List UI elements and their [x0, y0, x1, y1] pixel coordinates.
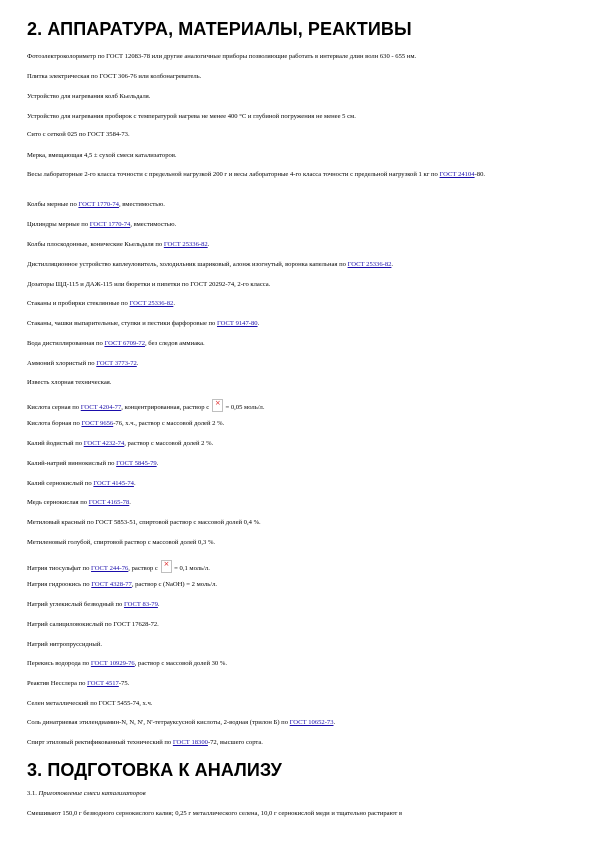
gost-link[interactable]: ГОСТ 6709-72 [104, 340, 145, 347]
list-item [27, 260, 572, 269]
gost-link[interactable]: ГОСТ 1770-74 [89, 221, 131, 228]
list-item [27, 538, 572, 547]
section-3-heading: 3. ПОДГОТОВКА К АНАЛИЗУ [27, 760, 282, 780]
item-text: Перекись водорода по [27, 660, 91, 667]
list-item [27, 359, 572, 368]
item-text: Колбы мерные по [27, 201, 79, 208]
item-text: , вместимостью. [130, 221, 177, 228]
list-item [27, 319, 572, 328]
item-text: Стаканы и пробирки стеклянные по [27, 300, 130, 307]
item-text: Устройство для нагревания колб Кьельдаля. [27, 93, 151, 100]
list-item [27, 560, 572, 573]
list-item [27, 92, 572, 101]
gost-link[interactable]: ГОСТ 9147-80 [217, 320, 258, 327]
item-text: Калий йодистый по [27, 440, 84, 447]
item-text: Кислота серная по [27, 404, 81, 411]
item-text: Реактив Несслера по [27, 680, 88, 687]
gost-link[interactable]: ГОСТ 25336-82 [129, 300, 174, 307]
item-text: Известь хлорная техническая. [27, 379, 112, 386]
item-text: -72, высшего сорта. [207, 739, 263, 746]
item-text: , раствор с массовой долей 2 %. [124, 440, 214, 447]
list-item [27, 299, 572, 308]
list-item [27, 112, 572, 121]
item-text: = 0,1 моль/л. [172, 565, 210, 572]
gost-link[interactable]: ГОСТ 10929-76 [90, 660, 135, 667]
item-text: Сито с сеткой 025 по ГОСТ 3584-73. [27, 131, 130, 138]
section-2-heading: 2. АППАРАТУРА, МАТЕРИАЛЫ, РЕАКТИВЫ [27, 19, 412, 39]
gost-link[interactable]: ГОСТ 4517 [87, 680, 119, 687]
item-text: Натрий салициловокислый по ГОСТ 17628-72. [27, 621, 159, 628]
list-item [27, 419, 572, 428]
list-item [27, 479, 572, 488]
item-text: , раствор с (NaOH) = 2 моль/л. [131, 581, 218, 588]
item-text: . [136, 360, 139, 367]
list-item [27, 498, 572, 507]
item-text: Кислота борная по [27, 420, 82, 427]
gost-link[interactable]: ГОСТ 4232-74 [83, 440, 125, 447]
list-item [27, 699, 572, 708]
gost-link[interactable]: ГОСТ 9656 [81, 420, 114, 427]
item-text: Натрия тиосульфат по [27, 565, 92, 572]
list-item [27, 580, 572, 589]
list-item [27, 220, 572, 229]
item-text: -80. [474, 171, 486, 178]
gost-link[interactable]: ГОСТ 5845-79 [116, 460, 157, 467]
item-text: Аммоний хлористый по [27, 360, 97, 367]
list-item [27, 600, 572, 609]
broken-image-icon [161, 560, 172, 573]
item-text: Устройство для нагревания пробирок с температурой нагрева не менее 400 °С и глубиной погружения не менее 5 см. [27, 113, 356, 120]
item-text: -75. [118, 680, 130, 687]
item-text: . [129, 499, 131, 506]
list-item [27, 399, 572, 412]
list-item [27, 738, 572, 747]
list-item [27, 151, 572, 160]
gost-link[interactable]: ГОСТ 25336-82 [163, 241, 208, 248]
item-text: Медь сернокислая по [27, 499, 89, 506]
list-item [27, 640, 572, 649]
item-text: . [157, 601, 160, 608]
gost-link[interactable]: ГОСТ 1770-74 [78, 201, 119, 208]
gost-link[interactable]: ГОСТ 4145-74 [93, 480, 134, 487]
item-text: . [207, 241, 210, 248]
item-text: Колбы плоскодонные, конические Кьельдаля по [27, 241, 164, 248]
gost-link[interactable]: ГОСТ 244-76 [91, 565, 129, 572]
item-text: Дозаторы ЩД-115 и ДАЖ-115 или бюретки и пипетки по ГОСТ 20292-74, 2-го класса. [27, 281, 271, 288]
gost-link[interactable]: ГОСТ 25336-82 [347, 261, 392, 268]
item-text: Мерка, вмещающая 4,5 ± сухой смеси катализаторов. [27, 152, 177, 159]
list-item [27, 200, 572, 209]
list-item [27, 339, 572, 348]
list-item [27, 518, 572, 527]
item-text: Натрия гидроокись по [27, 581, 92, 588]
subsection-title: Приготовление смеси катализаторов [38, 790, 146, 797]
gost-link[interactable]: ГОСТ 3773-72 [96, 360, 137, 367]
item-text: Соль динатриевая этилендиамин-N, N, N', N'-тетрауксусной кислоты, 2-водная (трилон Б) по [27, 719, 290, 726]
item-text: . [173, 300, 175, 307]
item-text: Селен металлический по ГОСТ 5455-74, х.ч. [27, 700, 153, 707]
item-text: -76, х.ч., раствор с массовой долей 2 %. [113, 420, 225, 427]
item-text: Цилиндры мерные по [27, 221, 90, 228]
gost-link[interactable]: ГОСТ 83-79 [123, 601, 158, 608]
list-item [27, 52, 572, 61]
list-item [27, 170, 572, 179]
item-text: Метиловый красный по ГОСТ 5853-51, спиртовой раствор с массовой долей 0,4 %. [27, 519, 261, 526]
list-item [27, 280, 572, 289]
paragraph-catalyst-mix: Смешивают 150,0 г безводного сернокислого калия; 0,25 г металлического селена, 10,0 г сернокислой меди и тщательно растирают в [27, 810, 403, 817]
item-text: Дистилляционное устройство каплеуловитель, холодильник шариковый, алонж изогнутый, воронка капельная по [27, 261, 348, 268]
item-text: Калий сернокислый по [27, 480, 94, 487]
list-item [27, 130, 572, 139]
item-text: Фотоэлектроколориметр по ГОСТ 12083-78 или другие аналогичные приборы позволяющие работать в интервале длин волн 630 - 655 нм. [27, 53, 417, 60]
list-item [27, 659, 572, 668]
gost-link[interactable]: ГОСТ 4204-77 [80, 404, 122, 411]
item-text: . [133, 480, 136, 487]
item-text: = 0,05 моль/л. [223, 404, 265, 411]
gost-link[interactable]: ГОСТ 4328-77 [91, 581, 132, 588]
subsection-number: 3.1. [27, 790, 37, 797]
item-text: Натрий нитропруссидный. [27, 641, 103, 648]
subsection-3-1-heading [27, 789, 572, 798]
item-text: , вместимостью. [118, 201, 165, 208]
list-item [27, 718, 572, 727]
item-text: Калий-натрий виннокислый по [27, 460, 117, 467]
item-text: Стаканы, чашки выпарительные, ступки и пестики фарфоровые по [27, 320, 217, 327]
item-text: . [257, 320, 260, 327]
item-text: Плитка электрическая по ГОСТ 306-76 или колбонагреватель. [27, 73, 202, 80]
list-item [27, 72, 572, 81]
item-text: Спирт этиловый ректификованный технический по [27, 739, 173, 746]
gost-link[interactable]: ГОСТ 18300 [172, 739, 208, 746]
item-text: Метиленовый голубой, спиртовой раствор с массовой долей 0,3 %. [27, 539, 216, 546]
broken-image-icon [212, 399, 223, 412]
item-text: . [333, 719, 336, 726]
item-text: , раствор с [128, 565, 160, 572]
item-text: Вода дистиллированная по [27, 340, 105, 347]
item-text: . [391, 261, 394, 268]
item-text: . [156, 460, 159, 467]
gost-link[interactable]: ГОСТ 4165-78 [88, 499, 130, 506]
list-item [27, 679, 572, 688]
item-text: Натрий углекислый безводный по [27, 601, 124, 608]
list-item [27, 240, 572, 249]
list-item [27, 439, 572, 448]
item-text: , раствор с массовой долей 30 %. [134, 660, 228, 667]
list-item [27, 378, 572, 387]
item-text: , концентрированная, раствор с [121, 404, 211, 411]
item-text: , без следов аммиака. [145, 340, 205, 347]
list-item [27, 459, 572, 468]
gost-link[interactable]: ГОСТ 10652-73 [289, 719, 334, 726]
item-text: Весы лабораторные 2-го класса точности с предельной нагрузкой 200 г и весы лабораторные 4-го класса точности с предельной нагрузкой 1 кг по [27, 171, 440, 178]
gost-link[interactable]: ГОСТ 24104 [439, 171, 475, 178]
list-item [27, 620, 572, 629]
